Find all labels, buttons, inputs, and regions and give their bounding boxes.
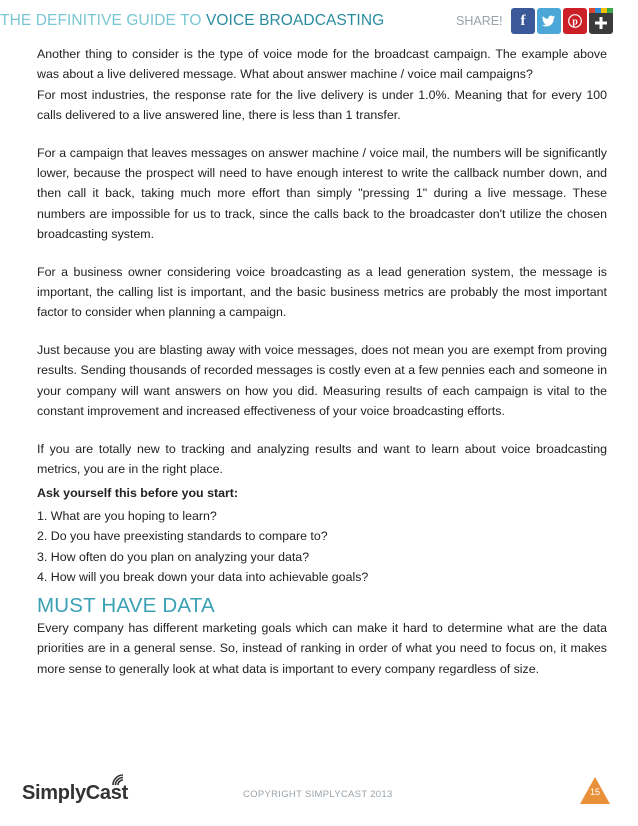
list-item: 2. Do you have preexisting standards to compare to? — [37, 529, 328, 544]
twitter-share-button[interactable] — [537, 8, 561, 34]
section-heading: MUST HAVE DATA — [37, 593, 215, 617]
logo-text: SimplyCast — [22, 782, 128, 804]
pinterest-icon — [568, 14, 582, 28]
paragraph: Every company has different marketing goals which can make it hard to determine what are the data priorities are in a general sense. So, instead of ranking in order of what you need to focus on, it makes more sense to generally look at what data is important to every company regardless of size. — [37, 620, 607, 676]
page-footer — [0, 770, 638, 826]
list-item: 4. How will you break down your data into achievable goals? — [37, 570, 369, 585]
paragraph: Just because you are blasting away with voice messages, does not mean you are exempt from proving results. Sending thousands of recorded messages is costly even at a few pennies each and someone in your company will want answers on how you did. Measuring results of each campaign is vital to the constant improvement and increased effectiveness of your voice broadcasting efforts. — [37, 342, 607, 419]
paragraph: Another thing to consider is the type of voice mode for the broadcast campaign. The example above was about a live delivered message. What about answer machine / voice mail campaigns? — [37, 47, 607, 82]
twitter-icon — [542, 15, 556, 27]
page-number: 15 — [589, 787, 600, 797]
title-bold: VOICE BROADCASTING — [205, 12, 385, 29]
list-item: 1. What are you hoping to learn? — [37, 508, 217, 523]
paragraph: For a campaign that leaves messages on answer machine / voice mail, the numbers will be significantly lower, because the prospect will need to have enough interest to write the callback number down, and then call it back, taking much more effort than simply "pressing 1" during a live message. These numbers are impossible for us to track, since the calls back to the broadcaster don't utilize the chosen broadcasting system. — [37, 145, 607, 242]
paragraph: For most industries, the response rate for the live delivery is under 1.0%. Meaning that for every 100 calls delivered to a live answered line, there is less than 1 transfer. — [37, 87, 607, 123]
svg-text:p: p — [572, 16, 578, 28]
facebook-icon: f — [520, 12, 526, 29]
question-list — [37, 506, 607, 588]
signal-icon — [111, 773, 125, 787]
title-light: THE DEFINITIVE GUIDE TO — [0, 12, 206, 29]
list-item: 3. How often do you plan on analyzing your data? — [37, 549, 310, 564]
list-title: Ask yourself this before you start: — [37, 486, 239, 501]
document-title — [0, 12, 384, 30]
paragraph: For a business owner considering voice broadcasting as a lead generation system, the message is important, the calling list is important, and the basic business metrics are probably the most important factor to consider when planning a campaign. — [37, 264, 607, 320]
page-header — [0, 0, 638, 46]
share-label: SHARE! — [456, 14, 503, 28]
paragraph: If you are totally new to tracking and analyzing results and want to learn about voice broadcasting metrics, you are in the right place. — [37, 441, 607, 476]
google-plus-share-button[interactable] — [589, 8, 613, 34]
main-content — [37, 44, 607, 696]
copyright-text: COPYRIGHT SIMPLYCAST 2013 — [243, 789, 393, 800]
pinterest-share-button[interactable] — [563, 8, 587, 34]
google-plus-icon — [589, 8, 613, 34]
facebook-share-button[interactable] — [511, 8, 535, 34]
